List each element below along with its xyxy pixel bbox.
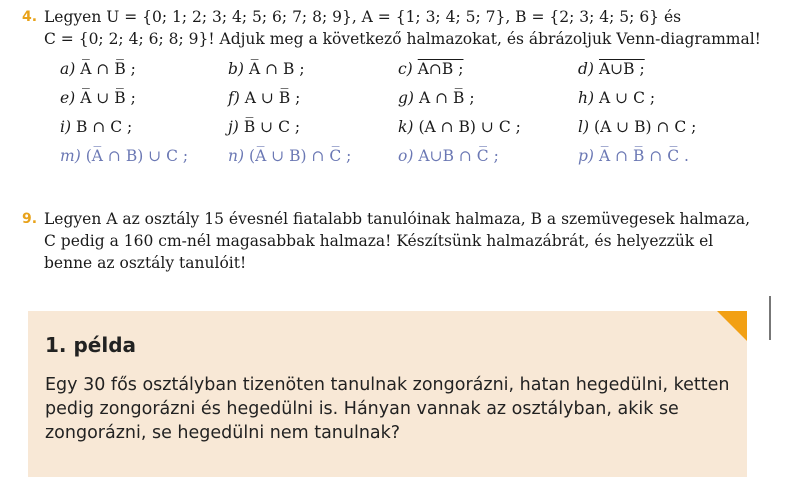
margin-line [769,296,771,340]
expression-item: b) A̅ ∩ B ; [228,60,305,78]
set-expression-grid [22,58,782,174]
example-box [28,311,747,477]
expression-item: k) (A ∩ B) ∪ C ; [398,118,521,136]
expression-item: h) A ∪ C ; [578,89,656,107]
expression-row [22,116,782,145]
expression-item: e) A̅ ∪ B̅ ; [60,89,136,107]
exercise-text-line: C pedig a 160 cm-nél magasabbak halmaza! Készítsünk halmazábrát, és helyezzük el [44,232,714,250]
expression-row [22,58,782,87]
exercise-text-line: Legyen U = {0; 1; 2; 3; 4; 5; 6; 7; 8; 9}, A = {1; 3; 4; 5; 7}, B = {2; 3; 4; 5; 6} és [44,8,682,26]
corner-tab-icon [717,311,747,341]
expression-item: c) A∩B ; [398,60,464,78]
expression-item: f) A ∪ B̅ ; [228,89,301,107]
exercise-number: 4. [22,9,38,25]
exercise-number: 9. [22,211,38,227]
expression-item: m) (A̅ ∩ B) ∪ C ; [60,147,189,165]
expression-item: l) (A ∪ B) ∩ C ; [578,118,697,136]
expression-item: j) B̅ ∪ C ; [228,118,301,136]
exercise-4 [22,6,782,174]
expression-item: i) B ∩ C ; [60,118,133,136]
expression-row [22,145,782,174]
expression-row [22,87,782,116]
example-text: Egy 30 fős osztályban tizenöten tanulnak zongorázni, hatan hegedülni, ketten pedig zongorázni és hegedülni is. Hányan vannak az osztályban, akik se zongorázni, se hegedülni nem tanulnak? [45,375,730,443]
expression-item: d) A∪B ; [578,60,645,78]
expression-item: p) A̅ ∩ B̅ ∩ C̅ . [578,147,689,165]
example-title: 1. példa [45,333,137,357]
exercise-9 [22,208,782,274]
exercise-text-line: C = {0; 2; 4; 6; 8; 9}! Adjuk meg a következő halmazokat, és ábrázoljuk Venn-diagrammal! [44,30,761,48]
exercise-text-line: benne az osztály tanulóit! [44,254,247,272]
expression-item: o) A∪B ∩ C̅ ; [398,147,499,165]
exercise-text-line: Legyen A az osztály 15 évesnél fiatalabb tanulóinak halmaza, B a szemüvegesek halmaza, [44,210,750,228]
expression-item: g) A ∩ B̅ ; [398,89,475,107]
expression-item: a) A̅ ∩ B̅ ; [60,60,136,78]
expression-item: n) (A̅ ∪ B) ∩ C̅ ; [228,147,352,165]
